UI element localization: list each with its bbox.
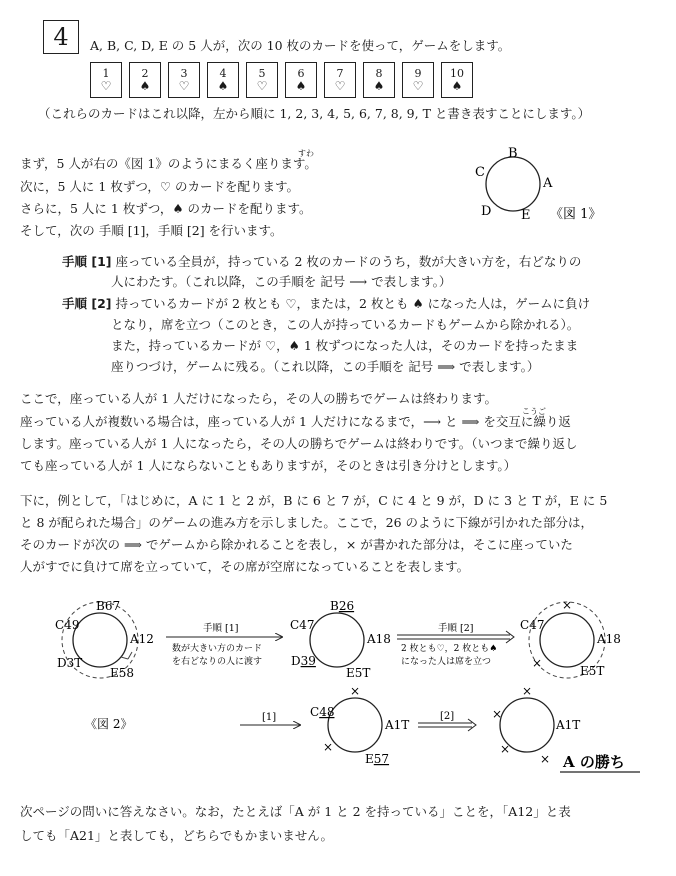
s3-seat-e: E5T xyxy=(580,664,605,678)
arrow-step-1 xyxy=(166,622,282,667)
arrow-3-label: [1] xyxy=(262,712,277,723)
seat-circle xyxy=(486,157,540,211)
s1-seat-e: E58 xyxy=(110,666,135,680)
step-2-label: 手順 [2] xyxy=(62,296,112,311)
step-1-line-1: 手順 [1] 座っている全員が，持っている 2 枚のカードのうち，数が大きい方を，右どなりの xyxy=(62,254,582,269)
s1-seat-b: B67 xyxy=(96,599,121,613)
s4-empty-seat-d: × xyxy=(323,740,334,754)
seat-label-d: D xyxy=(481,204,492,219)
card: 8 ♠ xyxy=(363,62,395,98)
question-number: 4 xyxy=(43,20,79,54)
step-2-line-2: となり，席を立つ（このとき，この人が持っているカードもゲームから除かれる）。 xyxy=(111,317,580,332)
arrow-2-label: 手順 [2] xyxy=(438,623,474,634)
seat-circle xyxy=(540,613,594,667)
state-2 xyxy=(290,599,391,680)
seat-label-e: E xyxy=(521,208,531,223)
s4-empty-seat-b: × xyxy=(350,684,361,698)
card: 6 ♠ xyxy=(285,62,317,98)
closing-line-2: しても「A21」と表しても，どちらでもかまいません。 xyxy=(20,828,334,843)
ruby-kogo: こうご xyxy=(522,407,546,416)
s5-empty-seat-b: × xyxy=(522,684,533,698)
s1-seat-a: A12 xyxy=(130,632,154,646)
setup-line-2: 次に，5 人に 1 枚ずつ，♡ のカードを配ります。 xyxy=(20,179,300,194)
example-line-3: そのカードが次の ⟹ でゲームから除かれることを表し，× が書かれた部分は，そこに座っていた xyxy=(20,537,573,552)
state-1 xyxy=(55,599,154,680)
seat-circle xyxy=(310,613,364,667)
step-2-line-3: また，持っているカードが ♡，♠ 1 枚ずつになった人は，そのカードを持ったまま xyxy=(111,338,579,353)
rules-line-4: ても座っている人が 1 人にならないこともありますが，そのときは引き分けとします。） xyxy=(20,458,517,473)
seat-label-c: C xyxy=(475,165,485,180)
ruby-suwa: すわ xyxy=(298,149,314,158)
s2-seat-a: A18 xyxy=(367,632,391,646)
arrow-step-2-short xyxy=(418,711,476,731)
arrow-2-note-2: になった人は席を立つ xyxy=(401,657,492,667)
arrow-1-label: 手順 [1] xyxy=(203,623,239,634)
seat-label-b: B xyxy=(508,146,518,161)
card: 5 ♡ xyxy=(246,62,278,98)
step-1-line-2: 人にわたす。（これ以降，この手順を 記号 ⟶ で表します。） xyxy=(111,274,452,289)
s3-empty-seat-b: × xyxy=(562,598,573,612)
seat-label-a: A xyxy=(543,176,553,191)
s5-empty-seat-d: × xyxy=(500,742,511,756)
rules-line-3: します。座っている人が 1 人になったら，その人の勝ちでゲームは終わりです。（いつまで繰り返し xyxy=(20,436,578,451)
card-note: （これらのカードはこれ以降，左から順に 1, 2, 3, 4, 5, 6, 7, 8, 9, T と書き表すことにします。） xyxy=(38,106,591,121)
arrow-step-1-short xyxy=(240,712,300,725)
card: 10 ♠ xyxy=(441,62,473,98)
s5-empty-seat-e: × xyxy=(540,752,551,766)
s2-seat-b: B26 xyxy=(330,599,355,613)
card: 2 ♠ xyxy=(129,62,161,98)
step-1-label: 手順 [1] xyxy=(62,254,112,269)
arrow-1-note-2: を右どなりの人に渡す xyxy=(172,657,263,667)
example-line-1: 下に，例として，「はじめに，A に 1 と 2 が，B に 6 と 7 が，C に 4 と 9 が，D に 3 と T が，E に 5 xyxy=(20,493,608,508)
setup-line-3: さらに，5 人に 1 枚ずつ，♠ のカードを配ります。 xyxy=(20,201,312,216)
rules-line-2: 座っている人が複数いる場合は，座っている人が 1 人だけになるまで，⟶ と ⟹ を交互に繰り返 xyxy=(20,414,571,429)
card: 4 ♠ xyxy=(207,62,239,98)
setup-line-4: そして，次の 手順 [1]，手順 [2] を行います。 xyxy=(20,223,283,238)
s1-seat-c: C49 xyxy=(55,618,80,632)
intro-text: A, B, C, D, E の 5 人が，次の 10 枚のカードを使って，ゲームをします。 xyxy=(90,38,511,53)
rules-line-1: ここで，座っている人が 1 人だけになったら，その人の勝ちでゲームは終わります。 xyxy=(20,391,498,406)
s4-seat-e: E57 xyxy=(365,752,390,766)
step-2-line-1: 手順 [2] 持っているカードが 2 枚とも ♡，または，2 枚とも ♠ になった人は，ゲームに負け xyxy=(62,296,591,311)
arrow-step-2 xyxy=(397,622,514,667)
s5-empty-seat-c: × xyxy=(492,707,503,721)
step-2-line-4: 座りつづけ，ゲームに残る。（これ以降，この手順を 記号 ⟹ で表します。） xyxy=(111,359,540,374)
winner-label: A の勝ち xyxy=(563,753,625,771)
s3-seat-c: C47 xyxy=(520,618,545,632)
s2-seat-e: E5T xyxy=(346,666,371,680)
s3-seat-a: A18 xyxy=(597,632,621,646)
state-3 xyxy=(520,598,621,678)
closing-line-1: 次ページの問いに答えなさい。なお，たとえば「A が 1 と 2 を持っている」ことを，「A12」と表 xyxy=(20,804,571,819)
s2-seat-c: C47 xyxy=(290,618,315,632)
s3-empty-seat-d: × xyxy=(532,656,543,670)
example-line-2: と 8 が配られた場合」のゲームの進み方を示しました。ここで，26 のように下線が引かれた部分は， xyxy=(20,515,594,530)
figure-2 xyxy=(0,595,676,785)
s1-seat-d: D3T xyxy=(57,656,83,670)
arrow-1-note-1: 数が大きい方のカード xyxy=(172,644,263,654)
s4-seat-a: A1T xyxy=(385,718,410,732)
setup-line-1: まず，5 人が右の《図 1》のようにまるく座ります。 xyxy=(20,156,317,171)
card: 3 ♡ xyxy=(168,62,200,98)
figure-1-caption: 《図 1》 xyxy=(550,207,602,222)
card: 1 ♡ xyxy=(90,62,122,98)
example-line-4: 人がすでに負けて席を立っていて，その席が空席になっていることを表します。 xyxy=(20,559,470,574)
figure-1 xyxy=(455,140,635,240)
s5-seat-a: A1T xyxy=(556,718,581,732)
figure-2-caption: 《図 2》 xyxy=(85,717,133,731)
s2-seat-d: D39 xyxy=(291,654,316,668)
s4-seat-c: C48 xyxy=(310,705,335,719)
card: 7 ♡ xyxy=(324,62,356,98)
seat-circle xyxy=(328,698,382,752)
arrow-2-note-1: 2 枚とも♡，2 枚とも♠ xyxy=(401,644,498,654)
state-4 xyxy=(310,684,409,766)
card: 9 ♡ xyxy=(402,62,434,98)
arrow-4-label: [2] xyxy=(440,711,455,722)
